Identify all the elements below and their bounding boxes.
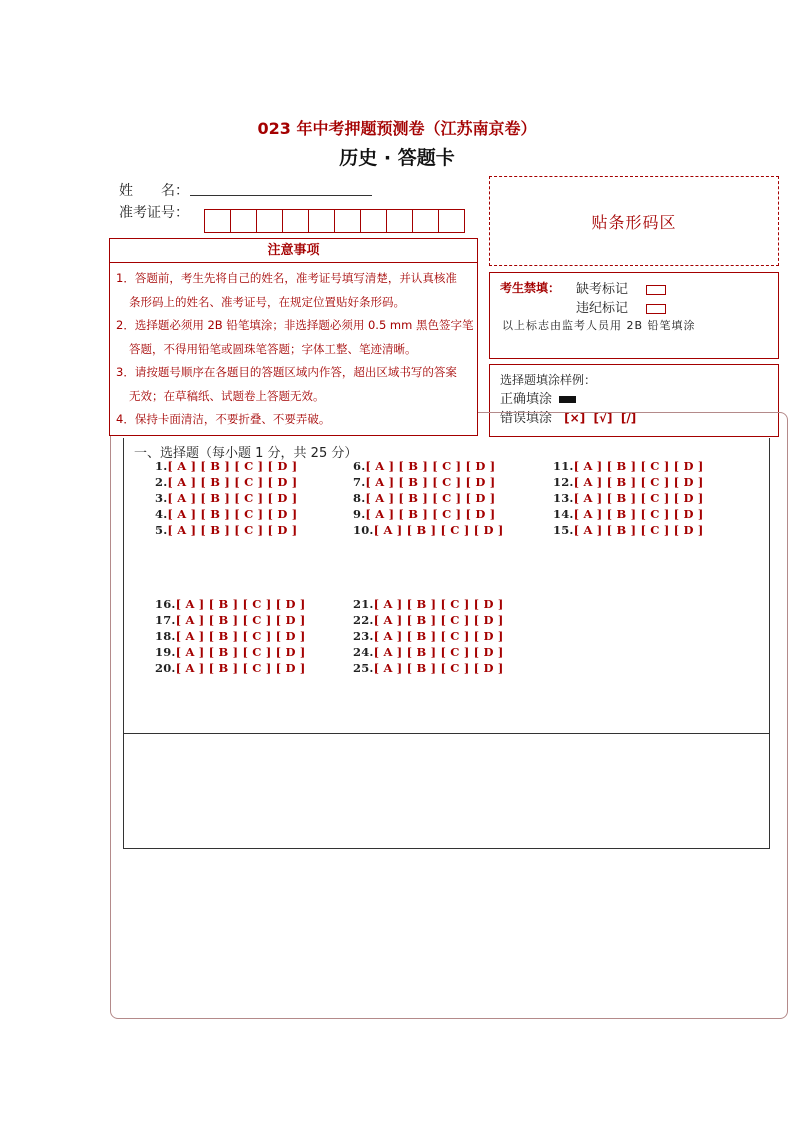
answer-options[interactable]: [ A ] [ B ] [ C ] [ D ] — [175, 629, 306, 643]
answer-options[interactable]: [ A ] [ B ] [ C ] [ D ] — [365, 459, 496, 473]
mc-question[interactable] — [353, 459, 495, 473]
mc-question[interactable] — [353, 597, 504, 611]
id-digit-box[interactable] — [360, 209, 387, 233]
card-title: 历史 · 答题卡 — [339, 147, 455, 169]
notice-item: 4．保持卡面清洁，不要折叠、不要弄破。 — [116, 412, 331, 426]
mc-question[interactable] — [353, 475, 495, 489]
answer-options[interactable]: [ A ] [ B ] [ C ] [ D ] — [373, 613, 504, 627]
id-label: 准考证号： — [119, 205, 189, 221]
mc-question[interactable] — [553, 459, 704, 473]
mc-section-title: 一、选择题（每小题 1 分，共 25 分） — [134, 446, 358, 461]
question-number: 14. — [553, 507, 574, 521]
answer-options[interactable]: [ A ] [ B ] [ C ] [ D ] — [175, 661, 306, 675]
mc-question[interactable] — [353, 661, 504, 675]
mc-question[interactable] — [353, 629, 504, 643]
question-number: 2. — [155, 475, 168, 489]
question-number: 10. — [353, 523, 374, 537]
answer-blank-area[interactable] — [123, 733, 770, 849]
id-digit-box[interactable] — [204, 209, 231, 233]
question-number: 6. — [353, 459, 366, 473]
forbid-note: 以上标志由监考人员用 2B 铅笔填涂 — [502, 319, 696, 332]
mc-question[interactable] — [553, 491, 704, 505]
mc-question[interactable] — [155, 507, 297, 521]
mc-question[interactable] — [553, 523, 704, 537]
answer-options[interactable]: [ A ] [ B ] [ C ] [ D ] — [373, 629, 504, 643]
mc-question[interactable] — [553, 475, 704, 489]
question-number: 9. — [353, 507, 366, 521]
mc-question[interactable] — [155, 491, 297, 505]
answer-options[interactable]: [ A ] [ B ] [ C ] [ D ] — [175, 597, 306, 611]
notice-item: 2．选择题必须用 2B 铅笔填涂；非选择题必须用 0.5 mm 黑色签字笔 — [116, 318, 474, 332]
absent-label: 缺考标记 — [576, 282, 629, 297]
violation-mark-row — [576, 297, 666, 316]
wrong-label: 错误填涂 — [500, 411, 553, 426]
question-number: 17. — [155, 613, 176, 627]
question-number: 12. — [553, 475, 574, 489]
mc-question[interactable] — [155, 523, 297, 537]
id-digit-box[interactable] — [334, 209, 361, 233]
answer-options[interactable]: [ A ] [ B ] [ C ] [ D ] — [573, 507, 704, 521]
notice-item: 答题，不得用铅笔或圆珠笔答题；字体工整、笔迹清晰。 — [129, 341, 417, 356]
mc-question[interactable] — [155, 629, 306, 643]
mc-question[interactable] — [155, 645, 306, 659]
question-number: 24. — [353, 645, 374, 659]
id-digit-box[interactable] — [386, 209, 413, 233]
question-number: 20. — [155, 661, 176, 675]
answer-options[interactable]: [ A ] [ B ] [ C ] [ D ] — [167, 523, 298, 537]
answer-options[interactable]: [ A ] [ B ] [ C ] [ D ] — [365, 507, 496, 521]
answer-options[interactable]: [ A ] [ B ] [ C ] [ D ] — [167, 491, 298, 505]
mc-question[interactable] — [155, 597, 306, 611]
answer-options[interactable]: [ A ] [ B ] [ C ] [ D ] — [373, 661, 504, 675]
absent-mark-box[interactable] — [646, 285, 666, 295]
filled-mark — [559, 396, 576, 403]
exam-title: 023 年中考押题预测卷（江苏南京卷） — [257, 119, 537, 138]
question-number: 8. — [353, 491, 366, 505]
frame-tab — [478, 414, 490, 436]
answer-options[interactable]: [ A ] [ B ] [ C ] [ D ] — [167, 507, 298, 521]
question-number: 4. — [155, 507, 168, 521]
question-number: 18. — [155, 629, 176, 643]
notice-heading: 注意事项 — [110, 239, 477, 263]
mc-question[interactable] — [155, 613, 306, 627]
mc-question[interactable] — [353, 507, 495, 521]
wrong-marks: [×] [√] [/] — [564, 411, 637, 425]
question-number: 3. — [155, 491, 168, 505]
sample-label: 选择题填涂样例： — [500, 373, 597, 387]
id-number-boxes[interactable] — [204, 209, 464, 233]
mc-question[interactable] — [353, 613, 504, 627]
notice-list — [110, 263, 477, 432]
answer-options[interactable]: [ A ] [ B ] [ C ] [ D ] — [573, 491, 704, 505]
answer-options[interactable]: [ A ] [ B ] [ C ] [ D ] — [175, 645, 306, 659]
answer-options[interactable]: [ A ] [ B ] [ C ] [ D ] — [573, 475, 704, 489]
mc-question[interactable] — [353, 491, 495, 505]
notice-item: 1．答题前，考生先将自己的姓名，准考证号填写清楚，并认真核准 — [116, 271, 457, 285]
answer-options[interactable]: [ A ] [ B ] [ C ] [ D ] — [167, 475, 298, 489]
answer-options[interactable]: [ A ] [ B ] [ C ] [ D ] — [373, 523, 504, 537]
forbid-box — [489, 272, 779, 359]
notice-item: 3．请按题号顺序在各题目的答题区域内作答，超出区域书写的答案 — [116, 365, 457, 379]
question-number: 1. — [155, 459, 168, 473]
mc-question[interactable] — [353, 523, 504, 537]
barcode-label: 贴条形码区 — [591, 212, 677, 232]
answer-options[interactable]: [ A ] [ B ] [ C ] [ D ] — [373, 597, 504, 611]
mc-question[interactable] — [155, 475, 297, 489]
notice-item: 无效；在草稿纸、试题卷上答题无效。 — [129, 388, 325, 403]
mc-question[interactable] — [553, 507, 704, 521]
name-field[interactable] — [190, 194, 372, 196]
correct-label: 正确填涂 — [500, 392, 553, 407]
question-number: 7. — [353, 475, 366, 489]
notice-item: 条形码上的姓名、准考证号，在规定位置贴好条形码。 — [129, 294, 405, 309]
question-number: 23. — [353, 629, 374, 643]
question-number: 15. — [553, 523, 574, 537]
question-number: 13. — [553, 491, 574, 505]
correct-row — [500, 388, 576, 407]
question-number: 25. — [353, 661, 374, 675]
name-label: 姓 名： — [119, 183, 189, 199]
answer-options[interactable]: [ A ] [ B ] [ C ] [ D ] — [365, 491, 496, 505]
id-digit-box[interactable] — [412, 209, 439, 233]
id-digit-box[interactable] — [256, 209, 283, 233]
answer-options[interactable]: [ A ] [ B ] [ C ] [ D ] — [373, 645, 504, 659]
mc-question[interactable] — [155, 661, 306, 675]
barcode-area — [489, 176, 779, 266]
mc-question[interactable] — [155, 459, 297, 473]
id-digit-box[interactable] — [308, 209, 335, 233]
question-number: 19. — [155, 645, 176, 659]
absent-mark-row — [576, 278, 666, 297]
question-number: 22. — [353, 613, 374, 627]
answer-options[interactable]: [ A ] [ B ] [ C ] [ D ] — [573, 523, 704, 537]
violation-mark-box[interactable] — [646, 304, 666, 314]
answer-options[interactable]: [ A ] [ B ] [ C ] [ D ] — [365, 475, 496, 489]
answer-options[interactable]: [ A ] [ B ] [ C ] [ D ] — [167, 459, 298, 473]
answer-options[interactable]: [ A ] [ B ] [ C ] [ D ] — [175, 613, 306, 627]
mc-question[interactable] — [353, 645, 504, 659]
id-digit-box[interactable] — [230, 209, 257, 233]
notice-box — [109, 238, 478, 436]
id-digit-box[interactable] — [438, 209, 465, 233]
question-number: 11. — [553, 459, 574, 473]
question-number: 16. — [155, 597, 176, 611]
question-number: 21. — [353, 597, 374, 611]
violation-label: 违纪标记 — [576, 301, 629, 316]
forbid-label: 考生禁填： — [500, 281, 561, 295]
question-number: 5. — [155, 523, 168, 537]
id-digit-box[interactable] — [282, 209, 309, 233]
answer-options[interactable]: [ A ] [ B ] [ C ] [ D ] — [573, 459, 704, 473]
